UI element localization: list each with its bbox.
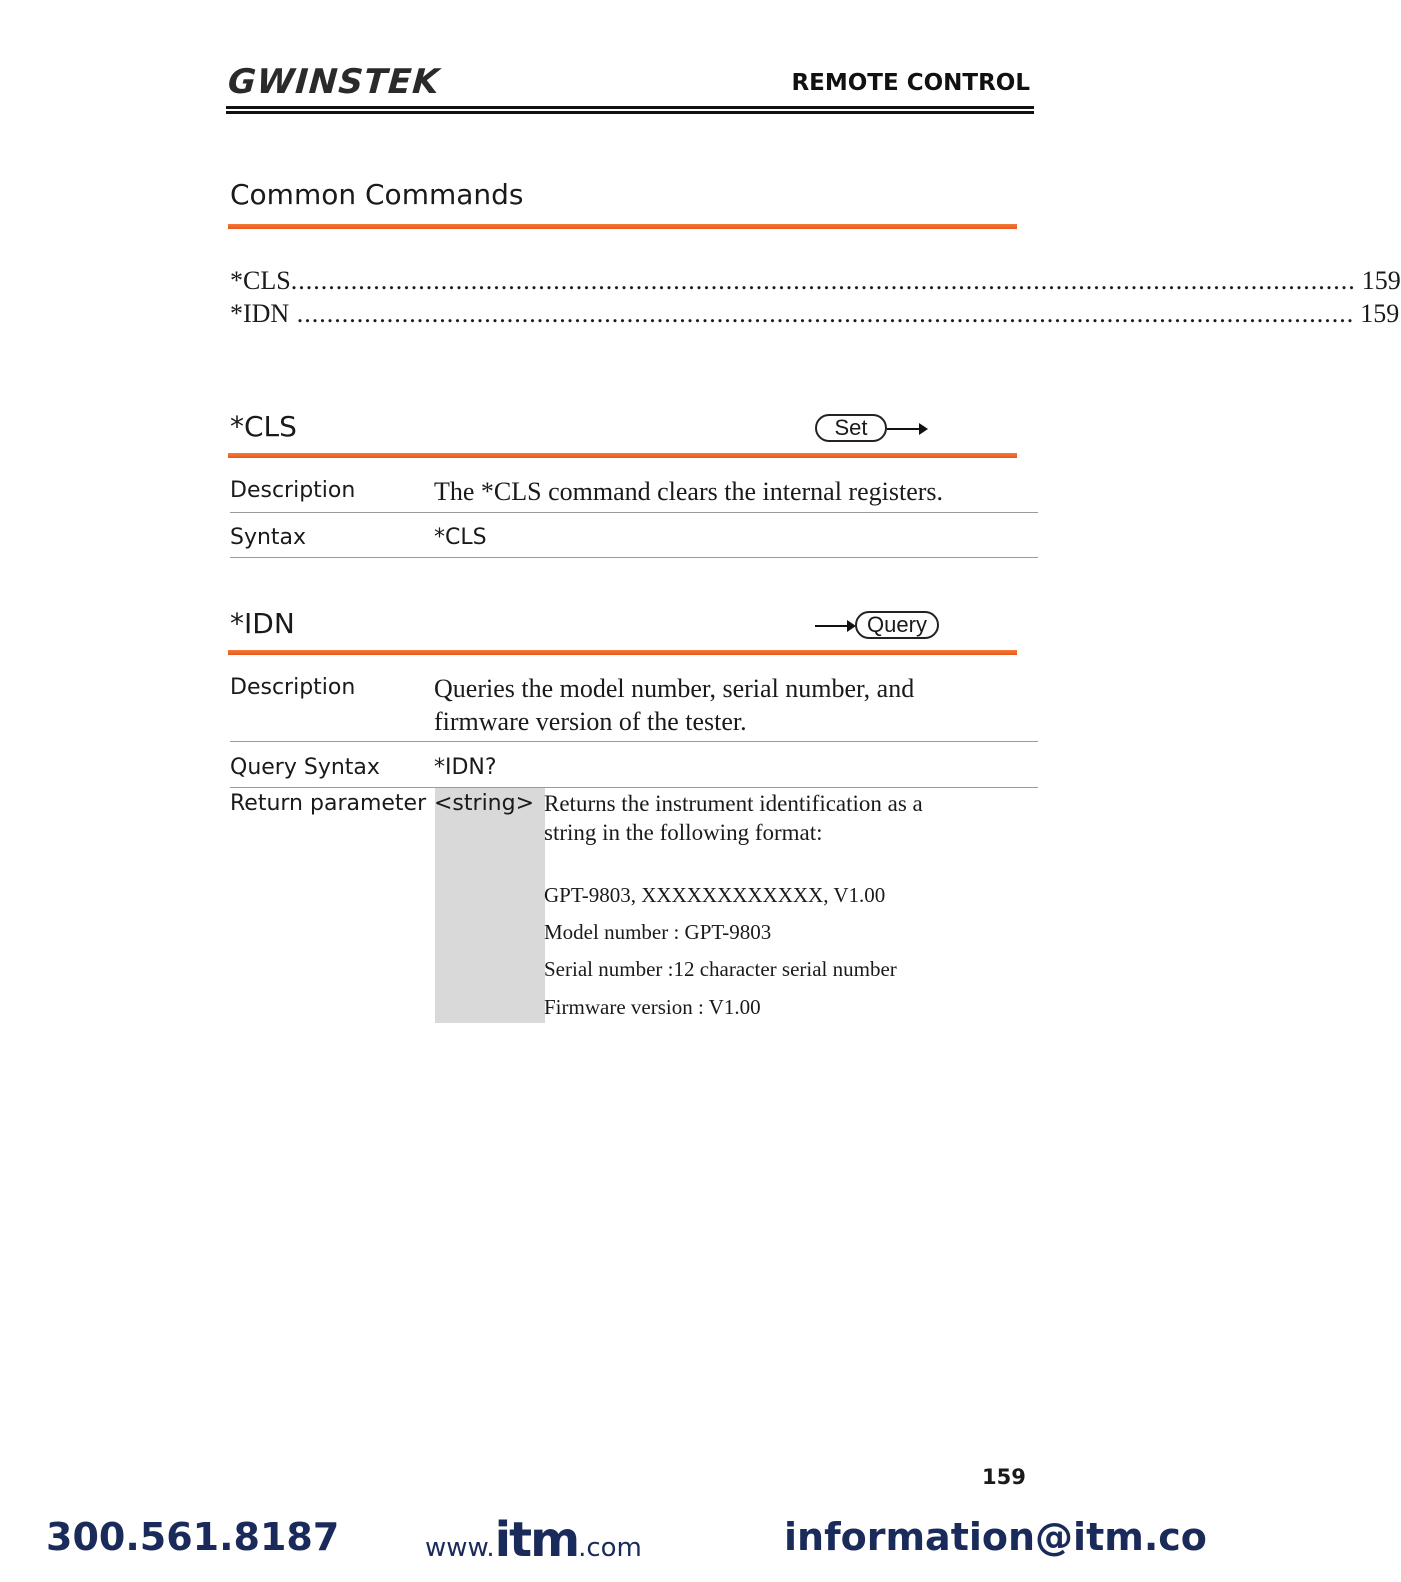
arrow-right-icon (887, 418, 929, 440)
return-model: Model number : GPT-9803 (544, 920, 772, 944)
idn-title: *IDN (230, 607, 295, 640)
section-heading: REMOTE CONTROL (791, 70, 1030, 96)
page-number: 159 (982, 1465, 1026, 1489)
arrow-right-icon (815, 615, 857, 637)
toc-entry-idn[interactable] (230, 299, 1400, 329)
footer-email[interactable]: information@itm.co (784, 1515, 1207, 1559)
query-pill: Query (855, 611, 939, 639)
common-commands-title: Common Commands (230, 178, 524, 211)
set-pill: Set (815, 414, 887, 442)
idn-description-line2: firmware version of the tester. (434, 707, 747, 736)
cls-syntax: *CLS (434, 525, 487, 550)
return-param-cell (435, 788, 545, 1023)
web-brand: itm (494, 1512, 579, 1568)
return-firmware: Firmware version : V1.00 (544, 995, 761, 1019)
set-badge (815, 414, 929, 444)
brand-logo: GWINSTEK (226, 62, 442, 102)
footer-phone[interactable]: 300.561.8187 (46, 1515, 340, 1559)
cls-title: *CLS (230, 410, 297, 443)
cls-description: The *CLS command clears the internal registers. (434, 477, 944, 506)
return-desc-line2: string in the following format: (544, 820, 823, 845)
return-param: <string> (434, 791, 535, 816)
idn-underline (228, 650, 1017, 655)
header-rule-secondary (226, 111, 1034, 114)
return-format: GPT-9803, XXXXXXXXXXXX, V1.00 (544, 883, 886, 907)
title-underline (228, 224, 1017, 229)
toc-page: 159 (1361, 266, 1401, 295)
idn-query-syntax-label: Query Syntax (230, 755, 380, 780)
idn-description-line1: Queries the model number, serial number, and (434, 674, 915, 703)
cls-underline (228, 453, 1017, 458)
web-suffix: .com (578, 1533, 642, 1563)
row-divider (230, 741, 1038, 742)
toc-label: *IDN (230, 299, 290, 328)
cls-syntax-label: Syntax (230, 525, 307, 550)
query-badge (815, 611, 941, 641)
row-divider (230, 787, 1038, 788)
toc-leader: ............................................................................................................................................. (289, 299, 1355, 328)
web-prefix: www. (425, 1533, 495, 1563)
idn-description-label: Description (230, 675, 356, 700)
toc-label: *CLS (230, 266, 291, 295)
header-rule (226, 106, 1034, 109)
return-serial: Serial number :12 character serial number (544, 957, 897, 981)
cls-description-label: Description (230, 478, 356, 503)
footer-website[interactable] (425, 1512, 642, 1568)
toc-page: 159 (1360, 299, 1400, 328)
toc-leader: .............................................................................................................................................. (290, 266, 1356, 295)
row-divider (230, 557, 1038, 558)
idn-return-label: Return parameter (230, 791, 427, 816)
row-divider (230, 512, 1038, 513)
return-desc-line1: Returns the instrument identification as a (544, 791, 923, 816)
toc-entry-cls[interactable] (230, 266, 1401, 296)
idn-query-syntax: *IDN? (434, 755, 497, 780)
